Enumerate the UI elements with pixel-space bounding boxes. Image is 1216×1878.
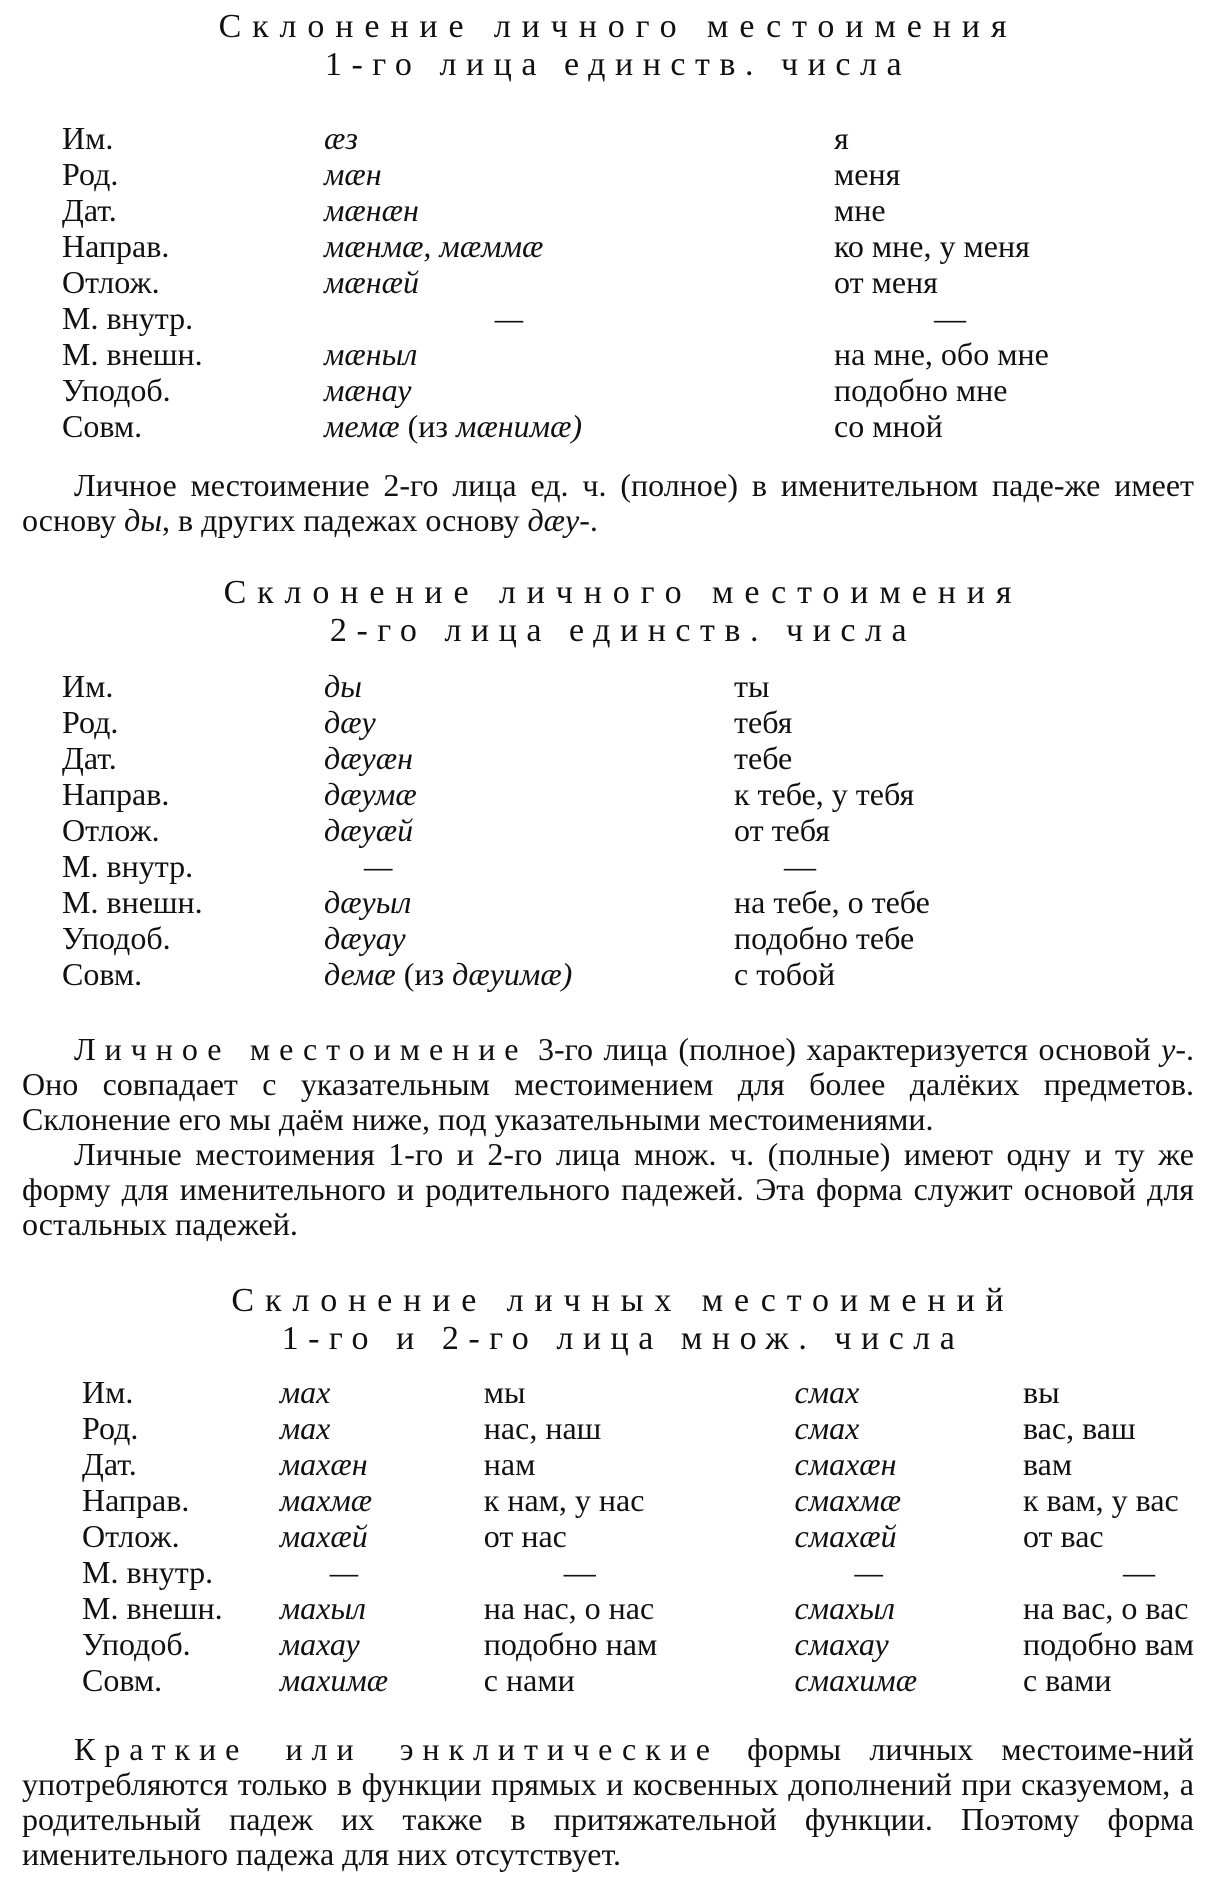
paragraph-enclitic — [22, 1732, 1194, 1872]
ossetian-form-full: мæнимæ) — [456, 408, 583, 444]
russian-translation-1pl: мы — [483, 1374, 526, 1410]
ossetian-form: дæуæй — [324, 812, 414, 848]
case-label: Им. — [62, 120, 114, 156]
ossetian-form: мæнау — [324, 372, 412, 408]
table-row — [62, 192, 1049, 228]
case-label: Уподоб. — [62, 920, 171, 956]
ossetian-form: мæнæн — [324, 192, 419, 228]
spaced-emphasis: Краткие или энклитические — [74, 1731, 719, 1767]
case-label: Уподоб. — [62, 372, 171, 408]
ossetian-form — [324, 956, 734, 992]
ossetian-form-1pl: — — [329, 1554, 359, 1590]
russian-translation-2pl: — — [1122, 1554, 1155, 1590]
ossetian-form-1pl: махыл — [279, 1590, 366, 1626]
ossetian-form-2pl: смахæн — [794, 1446, 897, 1482]
table-row — [62, 120, 1049, 156]
stem-word: у- — [1161, 1031, 1187, 1067]
russian-translation-2pl: на вас, о вас — [1022, 1590, 1189, 1626]
case-label: Дат. — [82, 1446, 137, 1482]
section1-heading — [22, 0, 1194, 84]
ossetian-form-2pl: смах — [794, 1410, 860, 1446]
table-row — [62, 408, 1049, 444]
paragraph-text: формы личных местоиме-ний употребляются только в функции прямых и косвенных дополнений при сказуемом, а родительный падеж их также в притяжательной функции. Поэтому форма именительного падежа для них отсутствует. — [22, 1731, 1195, 1872]
table-row — [82, 1554, 1194, 1590]
ossetian-form-1pl: махау — [279, 1626, 360, 1662]
table-row — [62, 336, 1049, 372]
section1-heading-line2: 1-го лица единств. числа — [324, 46, 912, 83]
ossetian-form: — — [364, 848, 393, 884]
case-label: Совм. — [62, 408, 143, 444]
declension-table-2sg — [62, 668, 930, 992]
ossetian-form-short: демæ — [324, 956, 396, 992]
from-word: (из — [403, 956, 445, 992]
table-row — [62, 704, 930, 740]
declension-table-plural — [82, 1374, 1194, 1698]
russian-translation: от тебя — [734, 812, 830, 848]
section2-heading-line1: Склонение личного местоимения — [223, 574, 1023, 611]
ossetian-form-1pl: махæй — [279, 1518, 368, 1554]
case-label: Направ. — [62, 776, 170, 812]
table-row — [62, 300, 1049, 336]
case-label: Отлож. — [62, 812, 160, 848]
russian-translation-1pl: — — [563, 1554, 596, 1590]
russian-translation-2pl: к вам, у вас — [1022, 1482, 1179, 1518]
table-row — [62, 812, 930, 848]
case-label: Совм. — [82, 1662, 163, 1698]
table-row — [62, 228, 1049, 264]
russian-translation-1pl: нам — [483, 1446, 536, 1482]
ossetian-form — [324, 408, 834, 444]
table-row — [62, 776, 930, 812]
russian-translation: к тебе, у тебя — [734, 776, 915, 812]
section2-heading-line2: 2-го лица единств. числа — [329, 612, 917, 649]
russian-translation-2pl: вам — [1022, 1446, 1073, 1482]
russian-translation-2pl: с вами — [1022, 1662, 1112, 1698]
ossetian-form: æз — [324, 120, 358, 156]
case-label: Отлож. — [62, 264, 160, 300]
russian-translation-1pl: к нам, у нас — [483, 1482, 645, 1518]
ossetian-form: дæуау — [324, 920, 406, 956]
table-row — [62, 848, 930, 884]
russian-translation-1pl: с нами — [483, 1662, 575, 1698]
ossetian-form: дæуыл — [324, 884, 412, 920]
russian-translation: тебя — [734, 704, 793, 740]
russian-translation: подобно мне — [834, 372, 1008, 408]
ossetian-form: мæнмæ, мæммæ — [324, 228, 544, 264]
ossetian-form-full: дæуимæ) — [452, 956, 573, 992]
case-label: Направ. — [82, 1482, 190, 1518]
section3-heading-line1: Склонение личных местоимений — [231, 1282, 1015, 1319]
ossetian-form-2pl: — — [854, 1554, 883, 1590]
ossetian-form-2pl: смах — [794, 1374, 860, 1410]
case-label: М. внешн. — [62, 884, 203, 920]
table-row — [82, 1518, 1194, 1554]
paragraph-text: . Оно совпадает с указательным местоимением для более далёких предметов. Склонение его мы даём ниже, под указательными местоимениями. — [22, 1031, 1195, 1137]
paragraph-2sg-stem — [22, 468, 1194, 538]
case-label: Им. — [62, 668, 114, 704]
russian-translation: подобно тебе — [734, 920, 915, 956]
case-label: М. внутр. — [82, 1554, 214, 1590]
ossetian-form-short: мемæ — [324, 408, 400, 444]
from-word: (из — [407, 408, 449, 444]
ossetian-form: дæуæн — [324, 740, 413, 776]
case-label: Направ. — [62, 228, 170, 264]
russian-translation: я — [834, 120, 849, 156]
russian-translation: от меня — [834, 264, 938, 300]
table-row — [62, 668, 930, 704]
ossetian-form-2pl: смахыл — [794, 1590, 895, 1626]
russian-translation: ты — [734, 668, 770, 704]
case-label: Совм. — [62, 956, 143, 992]
stem-word: ды — [124, 502, 162, 538]
russian-translation: ко мне, у меня — [834, 228, 1030, 264]
case-label: М. внутр. — [62, 300, 194, 336]
ossetian-form: мæн — [324, 156, 382, 192]
russian-translation-1pl: на нас, о нас — [483, 1590, 655, 1626]
russian-translation: на тебе, о тебе — [734, 884, 930, 920]
table-row — [62, 264, 1049, 300]
russian-translation: меня — [834, 156, 901, 192]
russian-translation: со мной — [834, 408, 943, 444]
ossetian-form-1pl: махмæ — [279, 1482, 373, 1518]
ossetian-form-1pl: мах — [279, 1374, 331, 1410]
ossetian-form-2pl: смахимæ — [794, 1662, 918, 1698]
table-row — [82, 1626, 1194, 1662]
paragraph-text: , в других падежах основу — [162, 502, 528, 538]
table-row — [62, 884, 930, 920]
case-label: М. внутр. — [62, 848, 194, 884]
ossetian-form: дæумæ — [324, 776, 417, 812]
ossetian-form-1pl: мах — [279, 1410, 331, 1446]
ossetian-form: дæу — [324, 704, 376, 740]
russian-translation-2pl: от вас — [1022, 1518, 1104, 1554]
ossetian-form: ды — [324, 668, 362, 704]
russian-translation-1pl: нас, наш — [483, 1410, 602, 1446]
section1-heading-line1: Склонение личного местоимения — [218, 8, 1018, 45]
table-row — [82, 1410, 1194, 1446]
spaced-emphasis: Личное местоимение — [74, 1031, 528, 1067]
table-row — [82, 1374, 1194, 1410]
table-row — [62, 956, 930, 992]
ossetian-form-2pl: смахæй — [794, 1518, 897, 1554]
paragraph-3sg — [22, 1032, 1194, 1137]
case-label: Род. — [62, 156, 119, 192]
ossetian-form-1pl: махимæ — [279, 1662, 389, 1698]
table-row — [62, 740, 930, 776]
case-label: Род. — [82, 1410, 139, 1446]
ossetian-form-2pl: смахау — [794, 1626, 889, 1662]
russian-translation-2pl: подобно вам — [1022, 1626, 1194, 1662]
table-row — [82, 1482, 1194, 1518]
table-row — [62, 156, 1049, 192]
ossetian-form-1pl: махæн — [279, 1446, 368, 1482]
declension-table-1sg — [62, 120, 1049, 444]
case-label: Отлож. — [82, 1518, 180, 1554]
table-row — [62, 920, 930, 956]
case-label: Им. — [82, 1374, 134, 1410]
stem-word: дæу- — [527, 502, 590, 538]
russian-translation: с тобой — [734, 956, 836, 992]
case-label: Дат. — [62, 740, 117, 776]
case-label: М. внешн. — [62, 336, 203, 372]
russian-translation-1pl: подобно нам — [483, 1626, 658, 1662]
case-label: Уподоб. — [82, 1626, 191, 1662]
case-label: М. внешн. — [82, 1590, 223, 1626]
page — [22, 0, 1194, 1872]
russian-translation: тебе — [734, 740, 793, 776]
ossetian-form: мæнæй — [324, 264, 419, 300]
paragraph-plural-stem: Личные местоимения 1-го и 2-го лица множ. ч. (полные) имеют одну и ту же форму для именительного и родительного падежей. Эта форма служит основой для остальных падежей. — [22, 1136, 1194, 1242]
russian-translation: мне — [834, 192, 886, 228]
section3-heading — [22, 1282, 1194, 1358]
section2-heading — [22, 574, 1194, 650]
russian-translation-1pl: от нас — [483, 1518, 567, 1554]
paragraph-text: Личное местоимение 2-го лица ед. ч. (полное) в именительном паде-же имеет основу — [22, 467, 1194, 538]
paragraph-text: . — [589, 502, 598, 538]
section3-heading-line2: 1-го и 2-го лица множ. числа — [281, 1320, 965, 1357]
russian-translation: — — [784, 848, 816, 884]
russian-translation-2pl: вас, ваш — [1022, 1410, 1136, 1446]
russian-translation: на мне, обо мне — [834, 336, 1049, 372]
table-row — [62, 372, 1049, 408]
case-label: Род. — [62, 704, 119, 740]
table-row — [82, 1446, 1194, 1482]
table-row — [82, 1662, 1194, 1698]
ossetian-form-2pl: смахмæ — [794, 1482, 902, 1518]
ossetian-form: мæныл — [324, 336, 418, 372]
russian-translation: — — [934, 300, 966, 336]
russian-translation-2pl: вы — [1022, 1374, 1060, 1410]
table-row — [82, 1590, 1194, 1626]
paragraph-text: 3-го лица (полное) характеризуется основой — [527, 1031, 1162, 1067]
case-label: Дат. — [62, 192, 117, 228]
ossetian-form: — — [494, 300, 524, 336]
